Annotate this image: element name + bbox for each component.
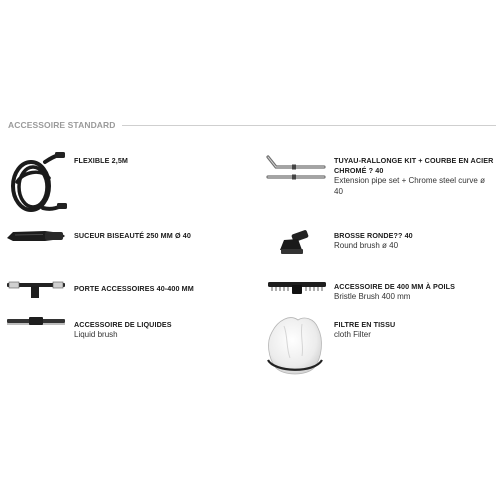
accessory-holder-icon <box>5 280 67 300</box>
item-subtitle: Bristle Brush 400 mm <box>334 292 411 301</box>
item-title: FILTRE EN TISSU <box>334 320 396 329</box>
extension-pipe-icon <box>264 153 328 183</box>
flexible-hose-icon <box>5 150 69 218</box>
item-title: PORTE ACCESSOIRES 40-400 MM <box>74 284 194 293</box>
section-title: ACCESSOIRE STANDARD <box>8 120 116 130</box>
item-title: FLEXIBLE 2,5M <box>74 156 129 165</box>
cloth-filter-icon <box>264 312 326 378</box>
item-title: BROSSE RONDE?? 40 <box>334 231 413 240</box>
liquid-brush-icon <box>5 316 67 330</box>
bristle-brush-icon <box>266 280 328 296</box>
item-subtitle: Round brush ø 40 <box>334 241 399 250</box>
item-title: SUCEUR BISEAUTÉ 250 MM Ø 40 <box>74 231 191 240</box>
item-title: ACCESSOIRE DE LIQUIDES <box>74 320 172 329</box>
section-header <box>8 118 496 132</box>
section-divider <box>122 125 496 126</box>
crevice-nozzle-icon <box>5 228 67 244</box>
item-subtitle: Liquid brush <box>74 330 118 339</box>
round-brush-icon <box>278 230 312 256</box>
item-title: ACCESSOIRE DE 400 MM À POILS <box>334 282 456 291</box>
item-title: TUYAU-RALLONGE KIT + COURBE EN ACIER CHROMÉ ? 40 <box>334 156 494 175</box>
item-subtitle: cloth Filter <box>334 330 371 339</box>
item-subtitle: Extension pipe set + Chrome steel curve ø 40 <box>334 176 485 196</box>
